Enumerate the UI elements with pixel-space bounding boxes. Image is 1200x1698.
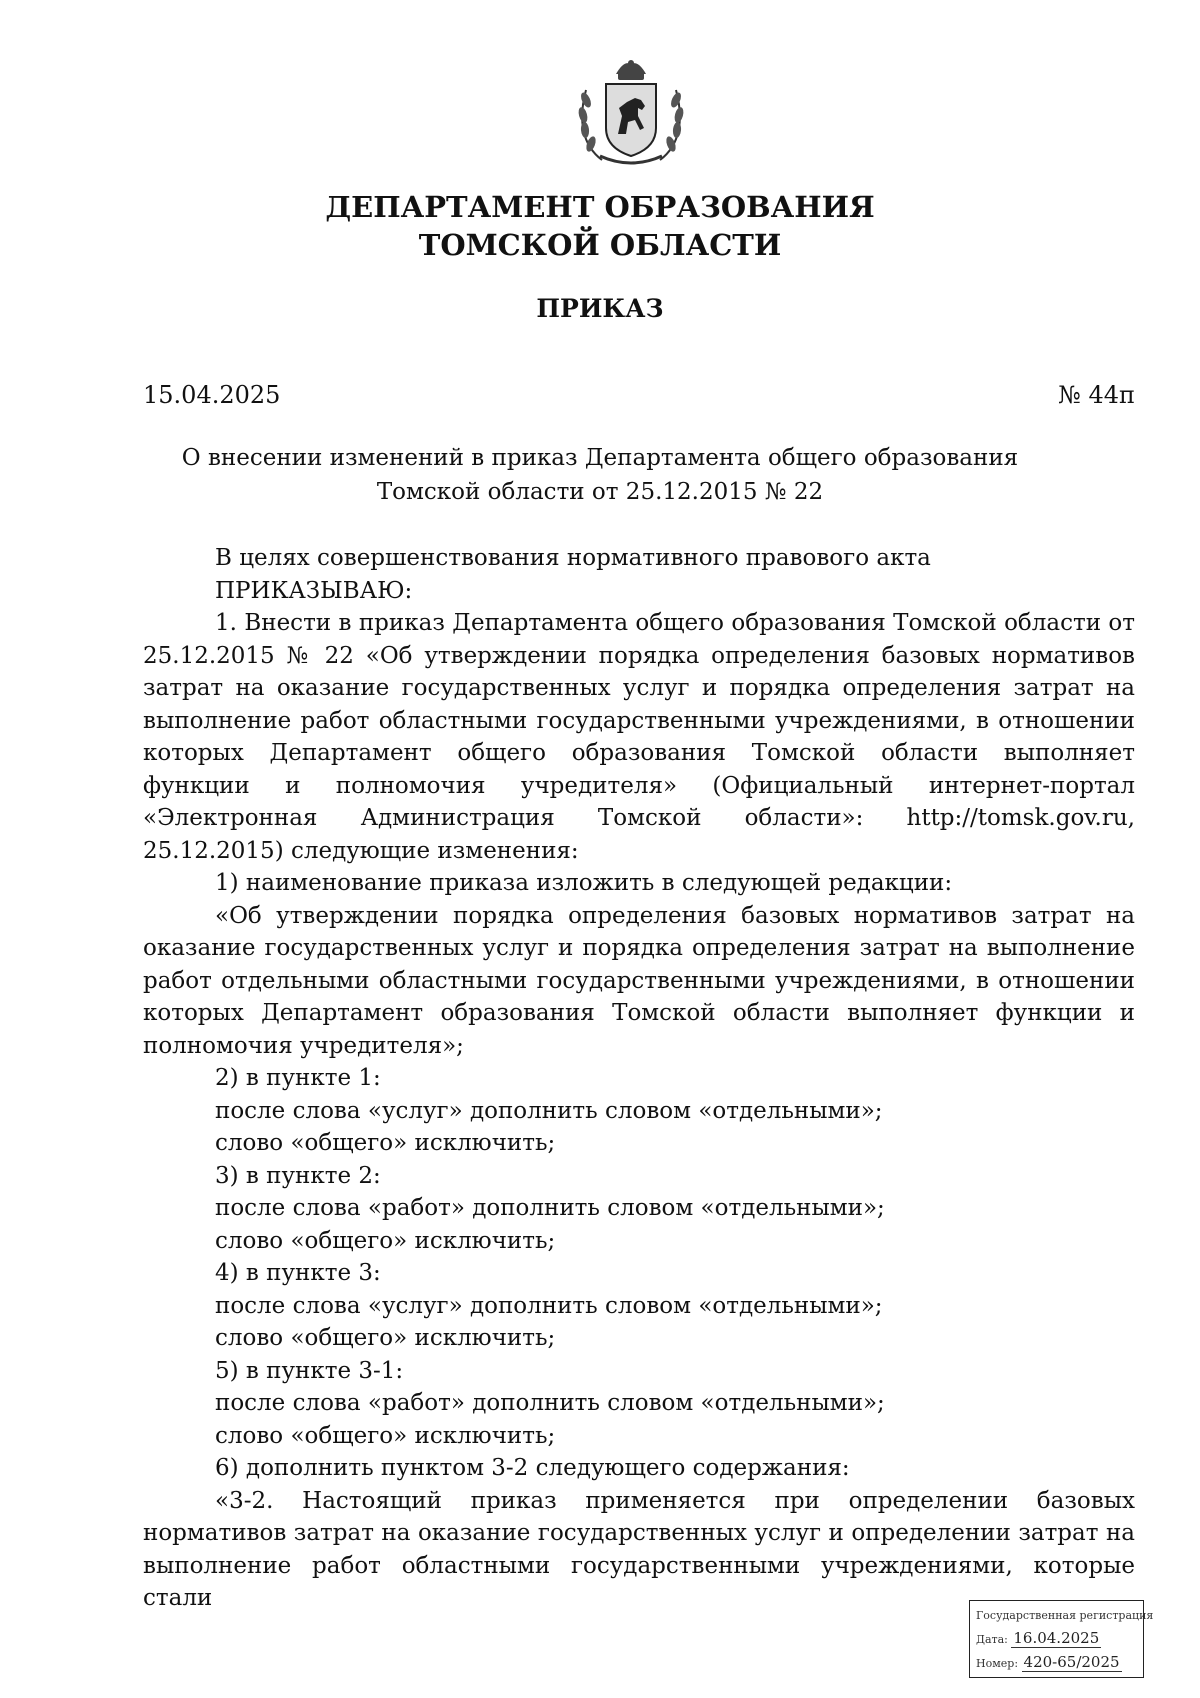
stamp-date-row (976, 1627, 1137, 1651)
body-paragraph: 5) в пункте 3-1: (215, 1357, 404, 1384)
body-paragraph: после слова «работ» дополнить словом «отдельными»; (215, 1195, 885, 1221)
body-paragraph: слово «общего» исключить; (215, 1325, 556, 1351)
document-title (0, 441, 1200, 509)
body-paragraph: 3) в пункте 2: (215, 1162, 381, 1189)
stamp-heading: Государственная регистрация (976, 1609, 1154, 1622)
coat-of-arms-icon (572, 60, 690, 170)
body-paragraph: 1. Внести в приказ Департамента общего образования Томской области от 25.12.2015 № 22 «Об утверждении порядка определения базовых нормативов затрат на оказание государственных услуг и порядка определения затрат на выполнение работ областными государственными учреждениями, в отношении которых Департамент общего образования Томской области выполняет функции и полномочия учредителя» (Официальный интернет-портал «Электронная Администрация Томской области»: http://tomsk.gov.ru, 25.12.2015) следующие изменения: (143, 610, 1135, 864)
body-paragraph: после слова «работ» дополнить словом «отдельными»; (215, 1390, 885, 1416)
document-date: 15.04.2025 (143, 381, 281, 409)
body-paragraph: 2) в пункте 1: (215, 1065, 381, 1091)
organization-name-line1: ДЕПАРТАМЕНТ ОБРАЗОВАНИЯ (325, 190, 875, 224)
stamp-number-row (976, 1651, 1137, 1675)
stamp-number-label: Номер: (976, 1657, 1019, 1670)
body-paragraph: слово «общего» исключить; (215, 1130, 556, 1156)
stamp-number-value: 420-65/2025 (1023, 1653, 1120, 1671)
body-paragraph: «3-2. Настоящий приказ применяется при определении базовых нормативов затрат на оказание государственных услуг и определении затрат на выполнение работ областными государственными учреждениями, которые стали (143, 1487, 1135, 1611)
body-paragraph: слово «общего» исключить; (215, 1422, 556, 1449)
stamp-date-label: Дата: (976, 1633, 1008, 1646)
document-type: ПРИКАЗ (536, 294, 664, 323)
body-paragraph: 4) в пункте 3: (215, 1260, 381, 1286)
document-title-line1: О внесении изменений в приказ Департамента общего образования (181, 445, 1019, 471)
body-paragraph: 1) наименование приказа изложить в следующей редакции: (215, 870, 953, 896)
document-number: № 44п (1058, 381, 1135, 409)
organization-name (0, 188, 1200, 264)
body-paragraph: после слова «услуг» дополнить словом «отдельными»; (215, 1292, 883, 1319)
body-paragraph: после слова «услуг» дополнить словом «отдельными»; (215, 1097, 883, 1124)
stamp-date-value: 16.04.2025 (1013, 1629, 1100, 1647)
body-paragraph: «Об утверждении порядка определения базовых нормативов затрат на оказание государственных услуг и порядка определения затрат на выполнение работ отдельными областными государственными учреждениями, в отношении которых Департамент образования Томской области выполняет функции и полномочия учредителя»; (143, 902, 1135, 1059)
organization-name-line2: ТОМСКОЙ ОБЛАСТИ (418, 228, 782, 262)
body-paragraph: 6) дополнить пунктом 3-2 следующего содержания: (215, 1455, 850, 1481)
body-paragraph: В целях совершенствования нормативного правового акта (215, 545, 931, 571)
document-title-line2: Томской области от 25.12.2015 № 22 (376, 479, 824, 505)
registration-stamp (969, 1600, 1154, 1678)
body-paragraph: слово «общего» исключить; (215, 1227, 556, 1254)
document-body (143, 542, 1135, 1615)
body-paragraph: ПРИКАЗЫВАЮ: (215, 577, 413, 604)
